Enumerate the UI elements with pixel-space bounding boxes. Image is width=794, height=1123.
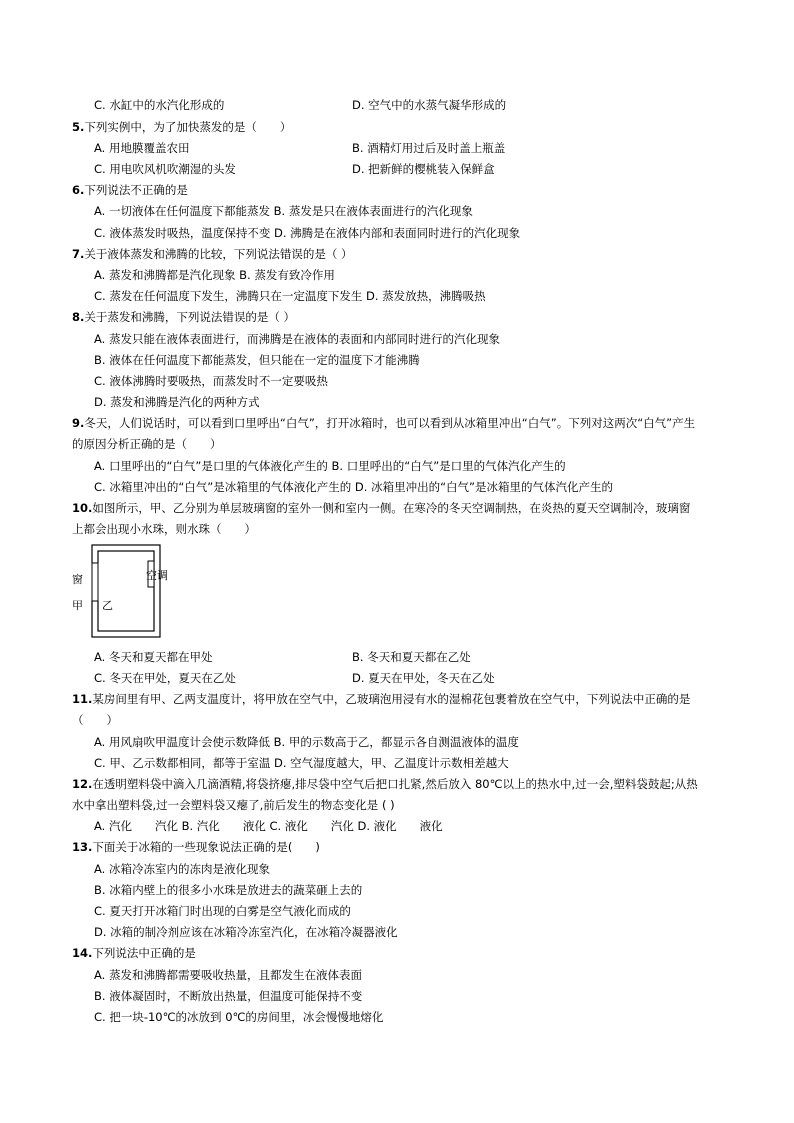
question-13	[72, 840, 320, 854]
q9-options-cd: C. 冰箱里冲出的“白气”是冰箱里的气体液化产生的 D. 冰箱里冲出的“白气”是冰箱里的气体汽化产生的	[94, 480, 613, 494]
q8-option-d: D. 蒸发和沸腾是汽化的两种方式	[94, 395, 260, 409]
q13-option-c: C. 夏天打开冰箱门时出现的白雾是空气液化而成的	[94, 904, 351, 918]
question-12-cont: 水中拿出塑料袋,过一会塑料袋又瘪了,前后发生的物态变化是 ( )	[72, 798, 395, 812]
q8-option-a: A. 蒸发只能在液体表面进行，而沸腾是在液体的表面和内部同时进行的汽化现象	[94, 332, 500, 346]
q10-option-a: A. 冬天和夏天都在甲处	[94, 650, 213, 664]
question-text: 冬天，人们说话时，可以看到口里呼出“白气”，打开冰箱时，也可以看到从冰箱里冲出“白气”。下列对这两次“白气”产生	[84, 416, 696, 430]
question-text: 某房间里有甲、乙两支温度计，将甲放在空气中，乙玻璃泡用浸有水的湿棉花包裹着放在空气中，下列说法中正确的是	[92, 692, 691, 706]
q4-option-c: C. 水缸中的水汽化形成的	[94, 98, 225, 112]
q14-option-a: A. 蒸发和沸腾都需要吸收热量，且都发生在液体表面	[94, 968, 362, 982]
question-11	[72, 692, 690, 706]
q5-option-c: C. 用电吹风机吹潮湿的头发	[94, 162, 236, 176]
q10-option-b: B. 冬天和夏天都在乙处	[352, 650, 471, 664]
question-number: 7.	[72, 247, 85, 261]
question-number: 13.	[72, 840, 93, 854]
q8-option-c: C. 液体沸腾时要吸热，而蒸发时不一定要吸热	[94, 374, 328, 388]
question-9	[72, 416, 695, 430]
question-text: 下面关于冰箱的一些现象说法正确的是( )	[92, 840, 320, 854]
question-text: 下列说法中正确的是	[92, 946, 196, 960]
q7-options-ab: A. 蒸发和沸腾都是汽化现象 B. 蒸发有致冷作用	[94, 268, 335, 282]
question-10-cont: 上都会出现小水珠，则水珠（ ）	[72, 522, 256, 536]
q8-option-b: B. 液体在任何温度下都能蒸发，但只能在一定的温度下才能沸腾	[94, 353, 420, 367]
question-9-cont: 的原因分析正确的是（ ）	[72, 437, 222, 451]
question-14	[72, 946, 196, 960]
q13-option-d: D. 冰箱的制冷剂应该在冰箱冷冻室汽化，在冰箱冷凝器液化	[94, 925, 398, 939]
question-text: 下列说法不正确的是	[84, 183, 188, 197]
question-number: 12.	[72, 777, 93, 791]
q10-option-d: D. 夏天在甲处，冬天在乙处	[352, 671, 495, 685]
label-yi: 乙	[102, 599, 113, 612]
q10-option-c: C. 冬天在甲处，夏天在乙处	[94, 671, 236, 685]
q14-option-b: B. 液体凝固时，不断放出热量，但温度可能保持不变	[94, 989, 363, 1003]
question-text: 关于蒸发和沸腾，下列说法错误的是（ ）	[84, 310, 296, 324]
q7-options-cd: C. 蒸发在任何温度下发生，沸腾只在一定温度下发生 D. 蒸发放热，沸腾吸热	[94, 289, 486, 303]
question-5	[72, 120, 291, 134]
question-12	[72, 777, 698, 791]
question-11-cont: （ ）	[72, 713, 118, 727]
q6-options-cd: C. 液体蒸发时吸热，温度保持不变 D. 沸腾是在液体内部和表面同时进行的汽化现象	[94, 226, 521, 240]
label-jia: 甲	[72, 599, 83, 612]
room-inner-wall	[98, 551, 154, 631]
question-number: 9.	[72, 416, 85, 430]
q14-option-c: C. 把一块-10℃的冰放到 0℃的房间里，冰会慢慢地熔化	[94, 1010, 384, 1024]
q13-option-a: A. 冰箱冷冻室内的冻肉是液化现象	[94, 862, 270, 876]
question-text: 如图所示，甲、乙分别为单层玻璃窗的室外一侧和室内一侧。在寒冷的冬天空调制热，在炎热的夏天空调制冷，玻璃窗	[92, 501, 691, 515]
q13-option-b: B. 冰箱内壁上的很多小水珠是放进去的蔬菜砸上去的	[94, 883, 363, 897]
question-text: 在透明塑料袋中滴入几滴酒精,将袋挤瘪,排尽袋中空气后把口扎紧,然后放入 80℃以上的热水中,过一会,塑料袋鼓起;从热	[92, 777, 698, 791]
question-number: 8.	[72, 310, 85, 324]
question-number: 6.	[72, 183, 85, 197]
q9-options-ab: A. 口里呼出的“白气”是口里的气体液化产生的 B. 口里呼出的“白气”是口里的气体汽化产生的	[94, 459, 566, 473]
question-text: 关于液体蒸发和沸腾的比较，下列说法错误的是（ ）	[84, 247, 353, 261]
question-8	[72, 310, 295, 324]
question-number: 11.	[72, 692, 93, 706]
question-10	[72, 501, 690, 515]
question-text: 下列实例中，为了加快蒸发的是（ ）	[84, 120, 292, 134]
question-number: 5.	[72, 120, 85, 134]
q11-options-ab: A. 用风扇吹甲温度计会使示数降低 B. 甲的示数高于乙，都显示各自测温液体的温度	[94, 735, 519, 749]
room-outer-wall	[92, 545, 160, 637]
q5-option-b: B. 酒精灯用过后及时盖上瓶盖	[352, 141, 506, 155]
question-7	[72, 247, 353, 261]
q5-option-d: D. 把新鲜的樱桃装入保鲜盒	[352, 162, 495, 176]
label-air-conditioner: 空调	[146, 569, 168, 582]
label-window: 窗	[72, 573, 83, 586]
question-number: 10.	[72, 501, 93, 515]
q5-option-a: A. 用地膜覆盖农田	[94, 141, 190, 155]
question-number: 14.	[72, 946, 93, 960]
question-6	[72, 183, 188, 197]
q11-options-cd: C. 甲、乙示数都相同，都等于室温 D. 空气湿度越大，甲、乙温度计示数相差越大	[94, 756, 509, 770]
window-ac-diagram	[90, 543, 162, 639]
q6-options-ab: A. 一切液体在任何温度下都能蒸发 B. 蒸发是只在液体表面进行的汽化现象	[94, 204, 473, 218]
q4-option-d: D. 空气中的水蒸气凝华形成的	[352, 98, 507, 112]
q12-options: A. 汽化 汽化 B. 汽化 液化 C. 液化 汽化 D. 液化 液化	[94, 819, 443, 833]
